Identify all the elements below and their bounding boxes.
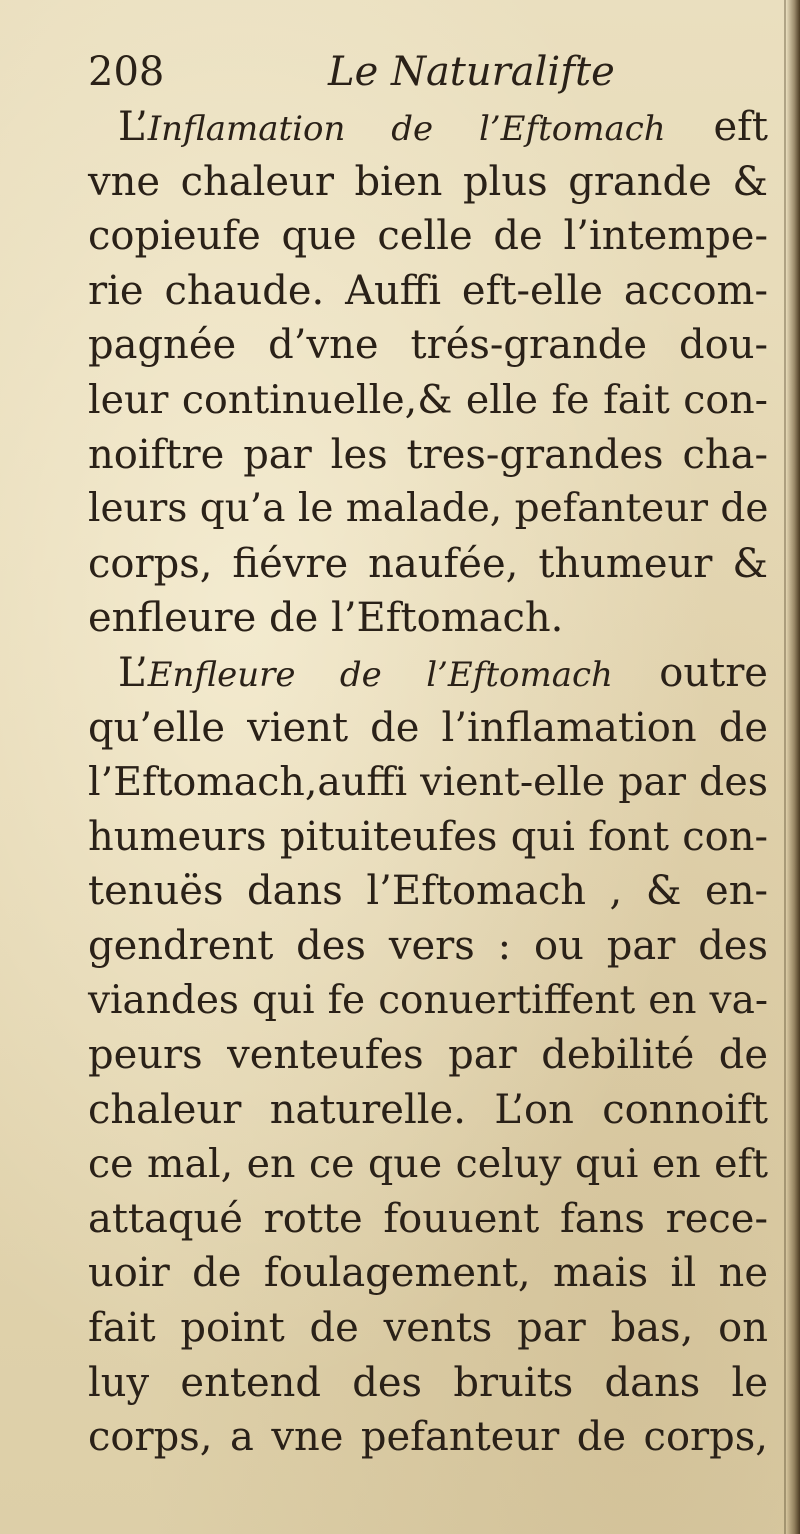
- paragraph-2-heading: Enfleure de l’Eftomach: [147, 654, 613, 695]
- running-title: Le Naturalifte: [328, 49, 615, 95]
- text-line: noiftre par les tres-grandes cha-: [88, 431, 768, 478]
- paragraph-2-first-line-rest: outre: [612, 649, 768, 696]
- text-line: pagnée d’vne trés-grande dou-: [88, 322, 768, 369]
- binding-gutter: [786, 0, 800, 1534]
- text-line: corps, fiévre naufée, thumeur &: [88, 540, 768, 587]
- text-line: chaleur naturelle. L’on connoift: [88, 1086, 768, 1133]
- text-line: attaqué rotte fouuent fans rece-: [88, 1195, 768, 1242]
- text-line: l’Eftomach,auffi vient-elle par des: [88, 759, 768, 806]
- paragraph-1-lead: L’: [118, 104, 148, 150]
- paragraph-1-first-line-rest: eft: [665, 104, 768, 150]
- paragraph-1-first-line: [88, 100, 768, 155]
- text-line: vne chaleur bien plus grande &: [88, 158, 768, 205]
- page-number: 208: [88, 49, 165, 95]
- text-line: luy entend des bruits dans le: [88, 1359, 768, 1406]
- text-line: tenuës dans l’Eftomach , & en-: [88, 868, 768, 915]
- body-text: [88, 100, 768, 1465]
- text-line: enfleure de l’Eftomach.: [88, 595, 564, 642]
- page-header: [88, 44, 768, 100]
- text-line: qu’elle vient de l’inflamation de: [88, 704, 768, 751]
- paragraph-1-heading: Inflamation de l’Eftomach: [147, 109, 666, 149]
- text-line: gendrent des vers : ou par des: [88, 922, 768, 969]
- text-line: uoir de foulagement, mais il ne: [88, 1250, 768, 1297]
- text-line: peurs venteufes par debilité de: [88, 1032, 768, 1079]
- text-line: corps, a vne pefanteur de corps,: [88, 1414, 768, 1461]
- text-line: fait point de vents par bas, on: [88, 1305, 768, 1352]
- text-line: ce mal, en ce que celuy qui en eft: [88, 1141, 768, 1188]
- text-line: copieufe que celle de l’intempe-: [88, 213, 768, 260]
- text-line: humeurs pituiteufes qui font con-: [88, 813, 768, 860]
- text-line: leurs qu’a le malade, pefanteur de: [88, 486, 769, 532]
- paragraph-2-lead: L’: [118, 649, 148, 696]
- text-line: rie chaude. Auffi eft-elle accom-: [88, 267, 768, 314]
- text-line: leur continuelle,& elle fe fait con-: [88, 376, 768, 423]
- paragraph-2-first-line: [88, 646, 768, 701]
- text-line: viandes qui fe conuertiffent en va-: [88, 977, 768, 1023]
